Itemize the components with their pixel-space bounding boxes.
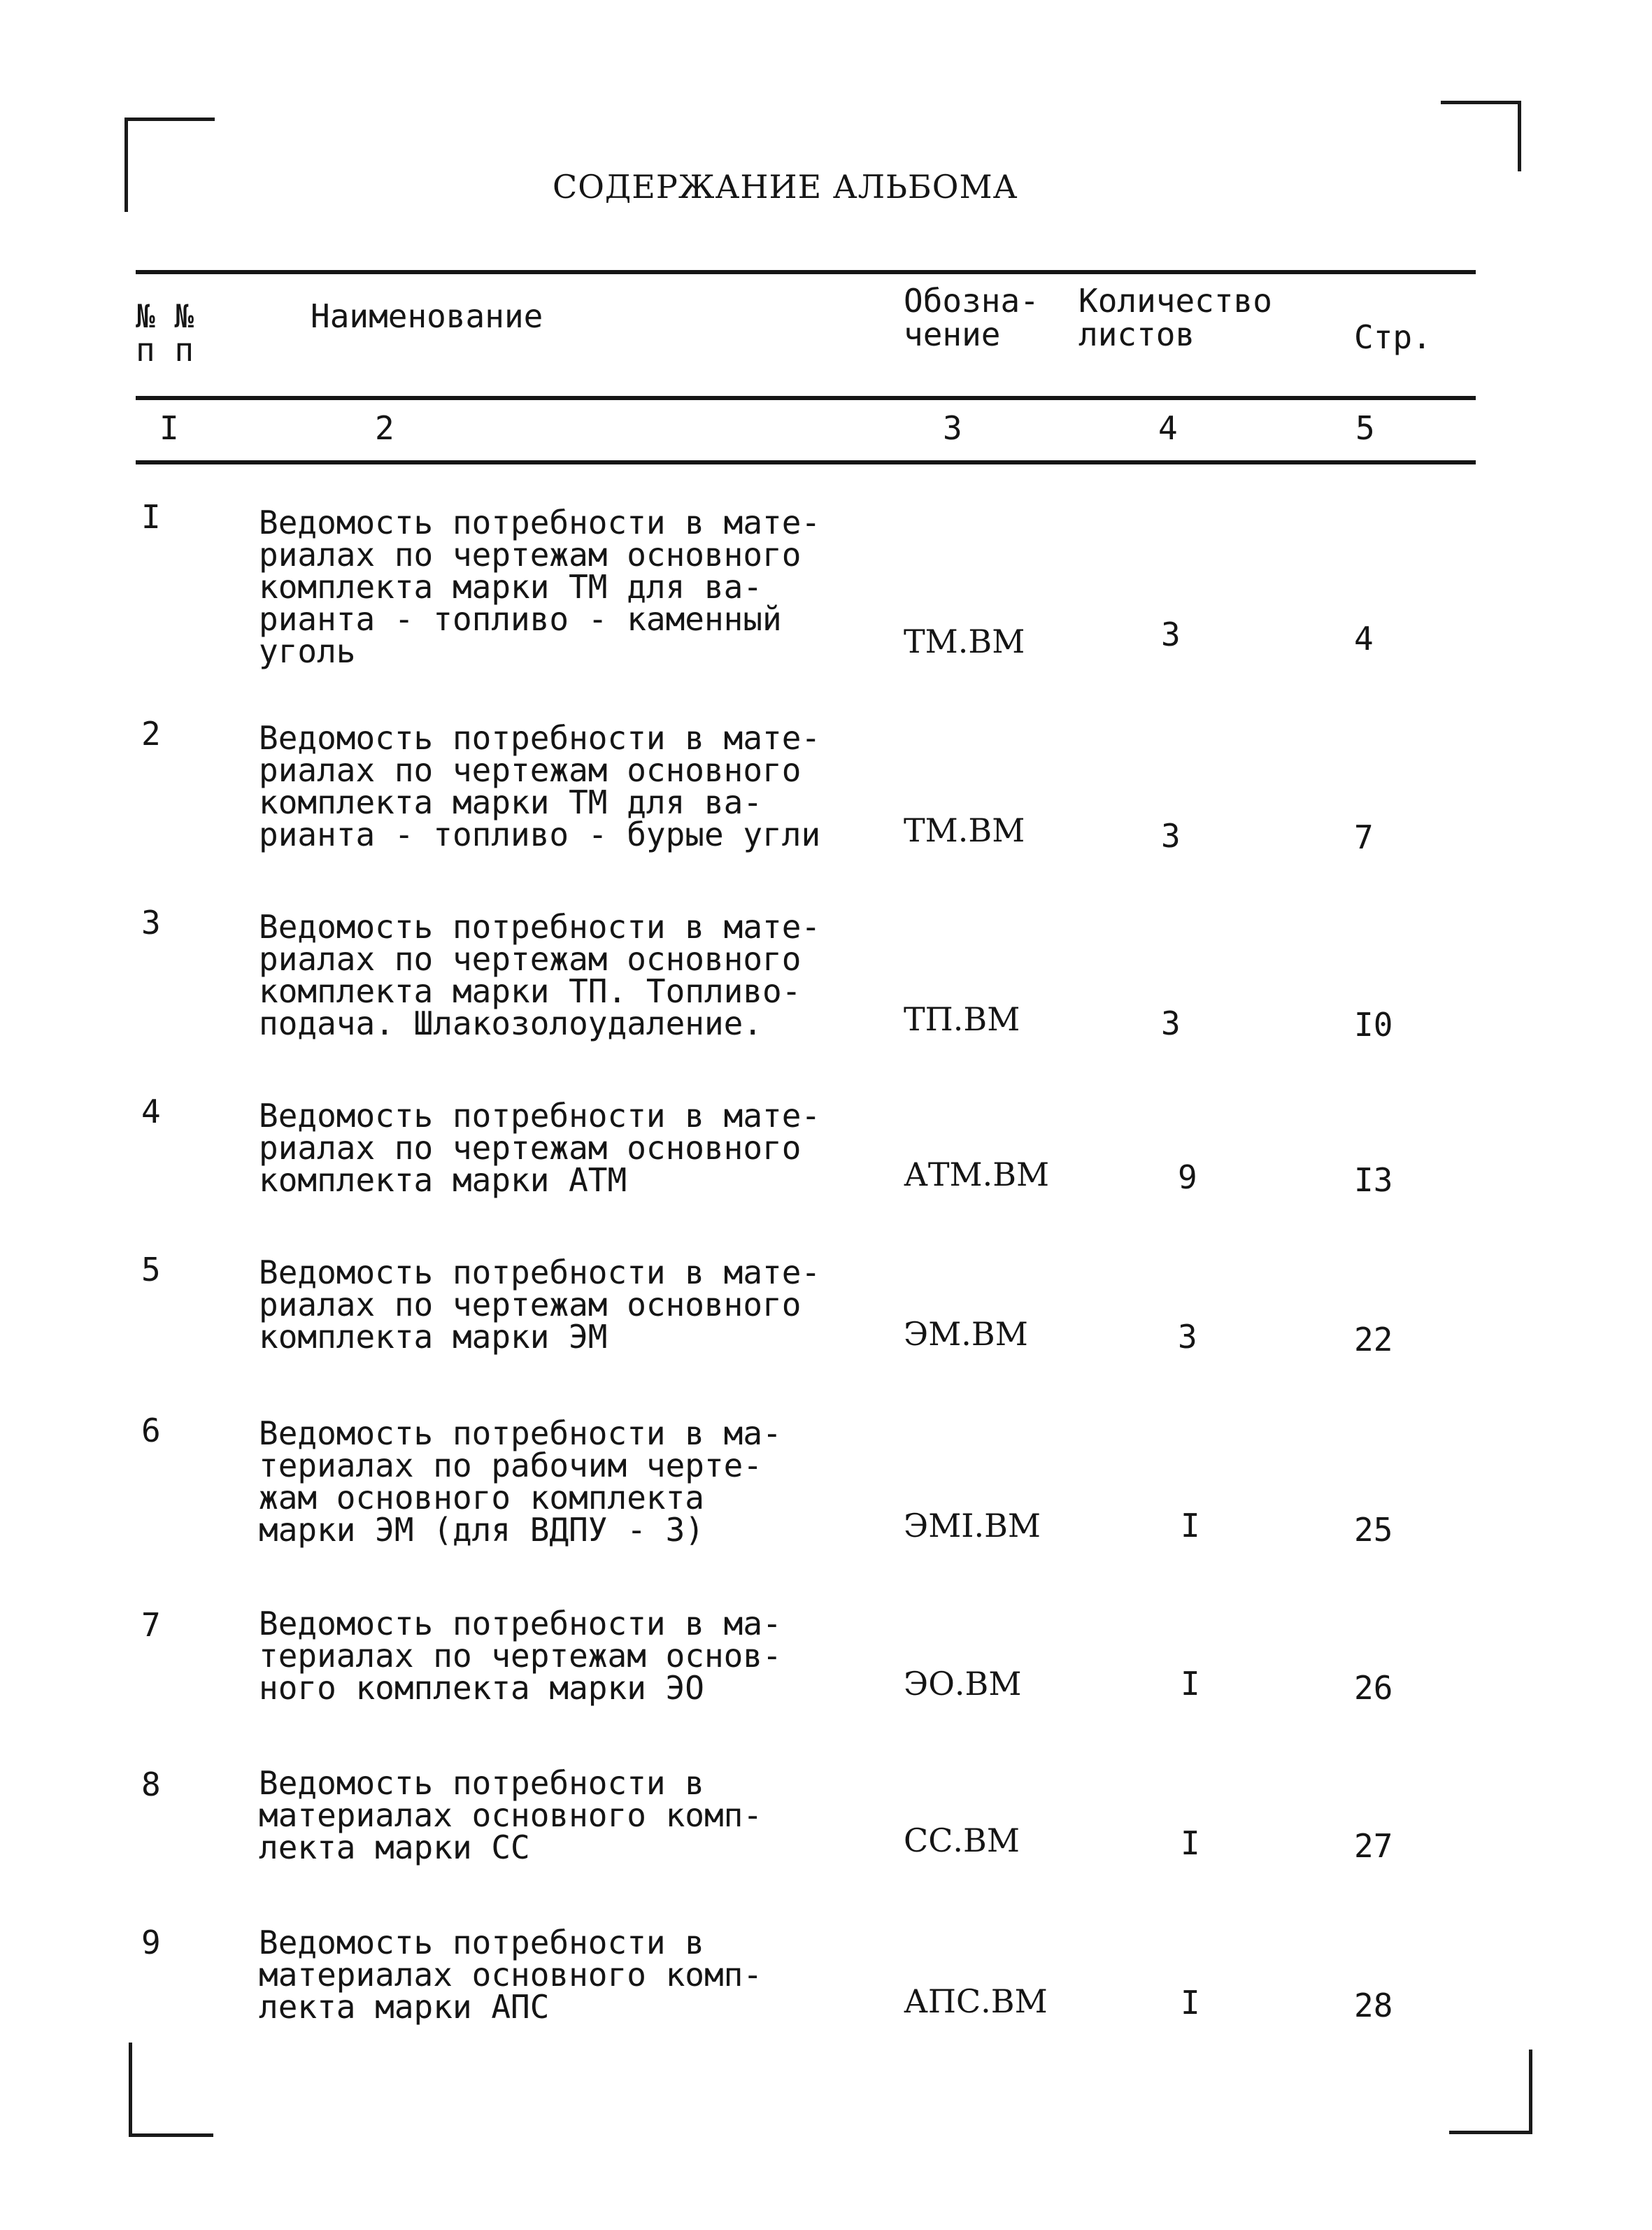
header-page: Стр. — [1354, 318, 1432, 356]
header-code: Обозна- чение — [904, 282, 1039, 353]
corner-mark-top-right — [1441, 101, 1521, 171]
row-code: СС.ВМ — [904, 1821, 1020, 1859]
row-sheets: I — [1181, 1824, 1200, 1862]
row-sheets: I — [1181, 1665, 1200, 1703]
row-code: ЭМ.ВМ — [904, 1315, 1028, 1353]
column-number: 5 — [1355, 409, 1375, 447]
row-name: Ведомость потребности в мате- риалах по чертежам основного комплекта марки ТМ для ва- рианта - топливо - каменный уголь — [259, 504, 821, 670]
row-sheets: 3 — [1161, 817, 1181, 855]
row-page: 28 — [1354, 1987, 1393, 2024]
row-number: 2 — [141, 715, 161, 753]
table-top-rule — [136, 270, 1476, 274]
row-page: I3 — [1354, 1161, 1393, 1199]
column-numbers-bottom-rule — [136, 460, 1476, 464]
row-name: Ведомость потребности в ма- териалах по рабочим черте- жам основного комплекта марки ЭМ (для ВДПУ - 3) — [259, 1414, 782, 1549]
row-page: 7 — [1354, 818, 1374, 856]
row-sheets: 3 — [1161, 616, 1181, 653]
row-code: ЭО.ВМ — [904, 1665, 1022, 1703]
row-name: Ведомость потребности в мате- риалах по чертежам основного комплекта марки ТП. Топливо- подача. Шлакозолоудаление. — [259, 908, 821, 1042]
corner-mark-top-left — [124, 118, 215, 212]
row-number: 6 — [141, 1412, 161, 1449]
header-name: Наименование — [311, 297, 543, 335]
header-bottom-rule — [136, 396, 1476, 400]
column-number: 3 — [943, 409, 962, 447]
row-sheets: 3 — [1178, 1318, 1197, 1356]
row-number: 9 — [141, 1924, 161, 1961]
row-code: ТП.ВМ — [904, 1000, 1020, 1038]
row-page: 25 — [1354, 1511, 1393, 1549]
row-name: Ведомость потребности в ма- териалах по чертежам основ- ного комплекта марки ЭО — [259, 1605, 782, 1707]
row-name: Ведомость потребности в мате- риалах по чертежам основного комплекта марки АТМ — [259, 1097, 821, 1199]
row-name: Ведомость потребности в мате- риалах по чертежам основного комплекта марки ЭМ — [259, 1254, 821, 1356]
row-page: 4 — [1354, 620, 1374, 658]
row-page: 22 — [1354, 1321, 1393, 1358]
row-code: ТМ.ВМ — [904, 811, 1025, 849]
row-code: ТМ.ВМ — [904, 623, 1025, 660]
row-page: 26 — [1354, 1669, 1393, 1707]
row-number: 8 — [141, 1766, 161, 1803]
row-number: 3 — [141, 904, 161, 942]
row-sheets: I — [1181, 1984, 1200, 2022]
row-sheets: 3 — [1161, 1004, 1181, 1042]
column-number: 2 — [375, 409, 394, 447]
corner-mark-bottom-left — [129, 2043, 213, 2137]
row-sheets: I — [1181, 1507, 1200, 1544]
column-number: I — [159, 409, 179, 447]
row-code: АТМ.ВМ — [904, 1156, 1050, 1193]
row-name: Ведомость потребности в мате- риалах по чертежам основного комплекта марки ТМ для ва- рианта - топливо - бурые угли — [259, 719, 821, 853]
row-sheets: 9 — [1178, 1158, 1197, 1196]
row-number: I — [141, 498, 161, 536]
header-sheets: Количество листов — [1078, 282, 1272, 353]
header-number: № № п п — [136, 297, 194, 369]
row-name: Ведомость потребности в материалах основного комп- лекта марки СС — [259, 1764, 763, 1866]
row-page: I0 — [1354, 1006, 1393, 1044]
column-number: 4 — [1158, 409, 1178, 447]
row-number: 5 — [141, 1251, 161, 1288]
row-number: 4 — [141, 1093, 161, 1130]
corner-mark-bottom-right — [1449, 2050, 1532, 2134]
row-page: 27 — [1354, 1827, 1393, 1865]
row-number: 7 — [141, 1606, 161, 1644]
row-code: ЭМI.ВМ — [904, 1507, 1041, 1544]
row-code: АПС.ВМ — [904, 1982, 1048, 2020]
row-name: Ведомость потребности в материалах основного комп- лекта марки АПС — [259, 1924, 763, 2026]
page-title: СОДЕРЖАНИЕ АЛЬБОМА — [553, 168, 1018, 206]
